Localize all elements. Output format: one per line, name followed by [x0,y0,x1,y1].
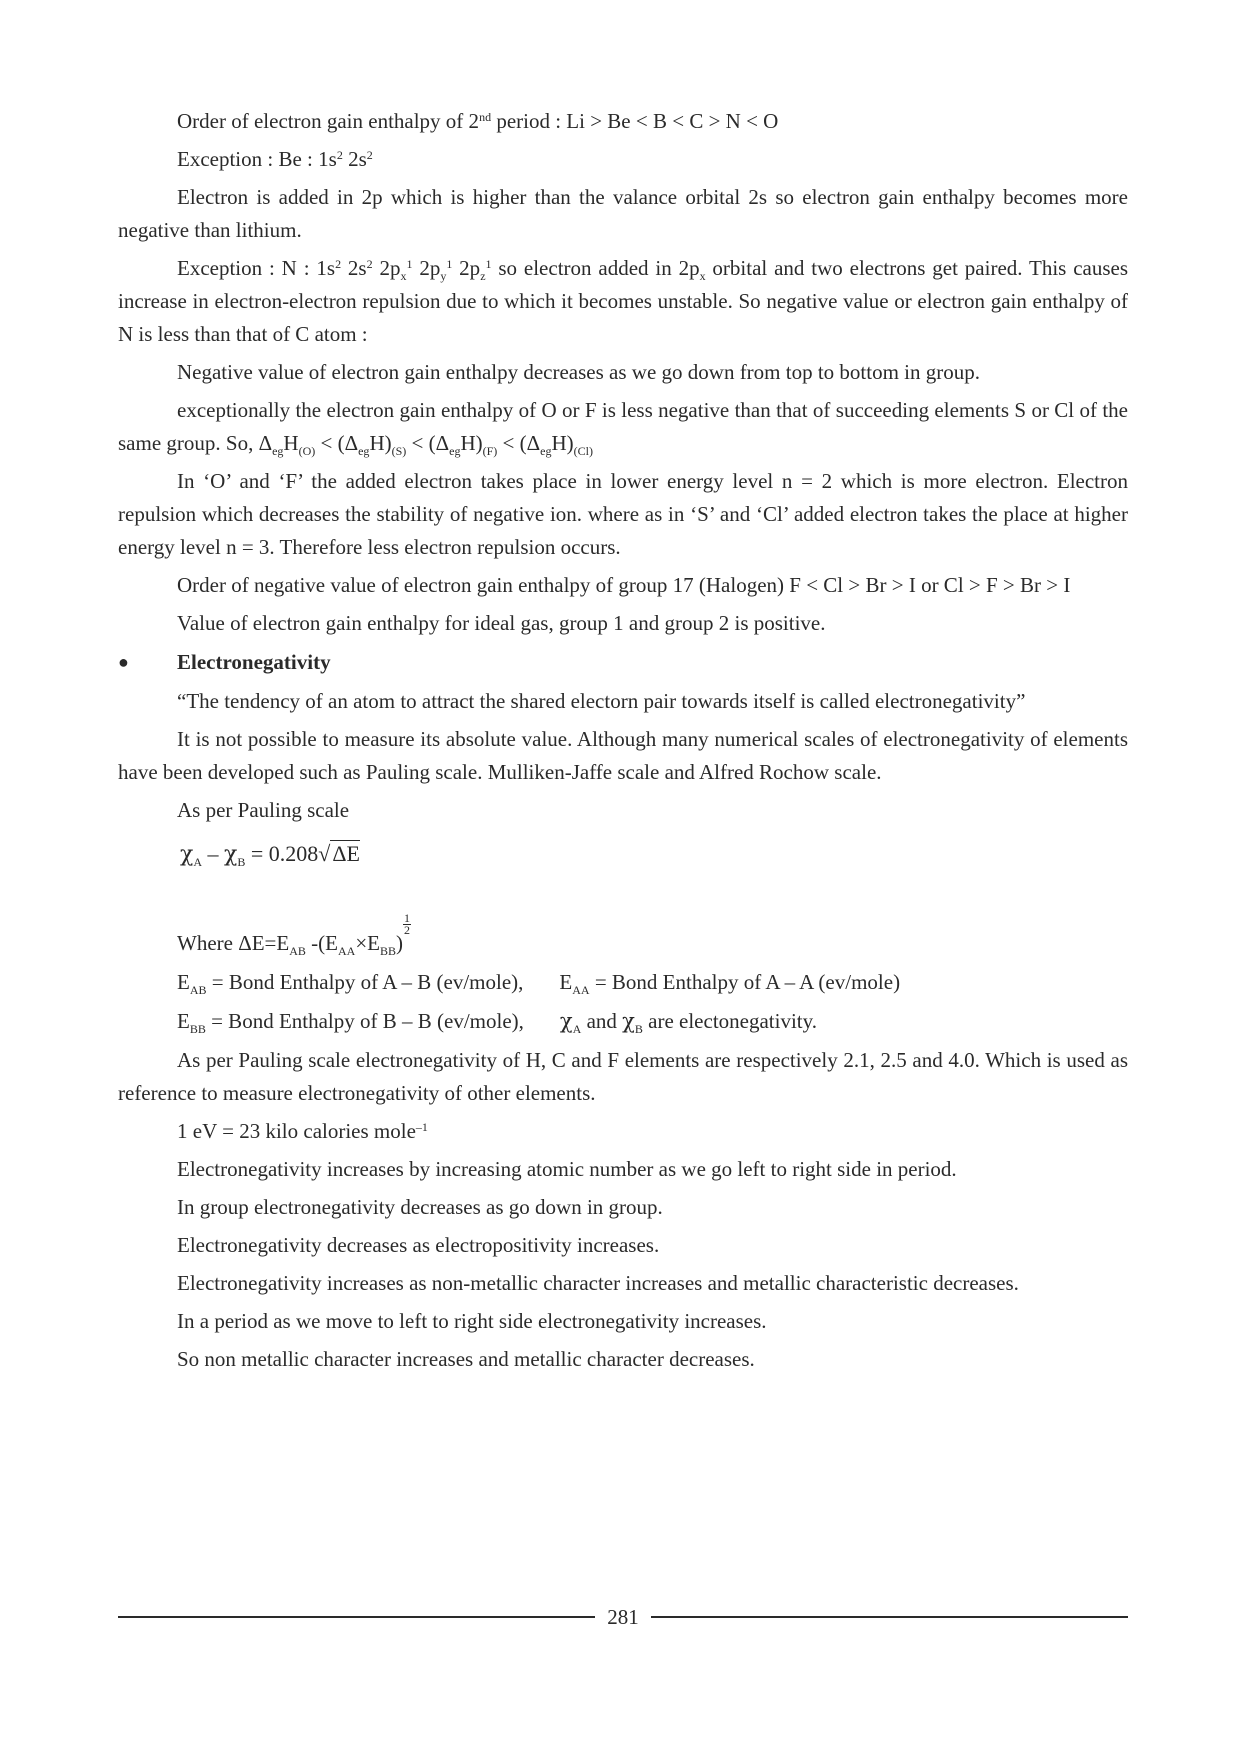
definition-paragraph: “The tendency of an atom to attract the shared electorn pair towards itself is called electronegativity” [177,689,1026,713]
electropositivity-paragraph: Electronegativity decreases as electropositivity increases. [177,1233,660,1257]
electronegativity-heading-row [118,646,1128,679]
o-f-paragraph: In ‘O’ and ‘F’ the added electron takes place in lower energy level n = 2 which is more electron. Electron repulsion which decreases the stability of negative ion. where as in ‘S’ and ‘Cl’ added electron takes the place at higher energy level n = 3. Therefore less electron repulsion occurs. [118,469,1128,559]
so-nonmetallic-paragraph: So non metallic character increases and metallic character decreases. [177,1347,755,1371]
definition-eab-eaa: $E_{AB}$ = Bond Enthalpy of A – B (ev/mole), $E_{AA}$ = Bond Enthalpy of A – A (ev/mole) [177,970,901,997]
ideal-gas-paragraph: Value of electron gain enthalpy for ideal gas, group 1 and group 2 is positive. [177,611,826,635]
page-number: 281 [607,1604,639,1629]
period-left-right-paragraph: In a period as we move to left to right side electronegativity increases. [177,1309,767,1333]
exceptionally-paragraph: exceptionally the electron gain enthalpy of O or F is less negative than that of succeeding elements S or Cl of the same group. So, $\Delta_{eg}H_{(O)} < (\Delta_{eg}H)_{(S)} < (\Delta_{eg}H)_{(F)} < (\Delta_{eg}H)_{(Cl)}$ [118,398,1128,458]
halogen-order-paragraph: Order of negative value of electron gain enthalpy of group 17 (Halogen) F < Cl > Br > I or Cl > F > Br > I [177,573,1071,597]
electron-2p-paragraph: Electron is added in 2p which is higher than the valance orbital 2s so electron gain enthalpy becomes more negative than lithium. [118,185,1128,242]
sqrt-icon: √ [318,841,331,866]
page-content [118,105,1128,1381]
where-formula: Where $\Delta E=E_{AB}$ $-(E_{AA}\times E_{BB})$ $\frac{1}{2}$ [177,911,411,958]
bullet-icon: ● [118,652,129,672]
group-decrease-paragraph: In group electronegativity decreases as go down in group. [177,1195,663,1219]
negative-value-paragraph: Negative value of electron gain enthalpy decreases as we go down from top to bottom in group. [177,360,981,384]
pauling-values-paragraph: As per Pauling scale electronegativity of H, C and F elements are respectively 2.1, 2.5 and 4.0. Which is used as reference to measure electronegativity of other elements. [118,1048,1128,1105]
as-per-pauling: As per Pauling scale [177,798,350,822]
page-footer [118,1602,1128,1632]
period-increase-paragraph: Electronegativity increases by increasing atomic number as we go left to right side in period. [177,1157,957,1181]
exception-n: Exception : N : $1s^2$ $2s^2$ $2p_x^1$ $2p_y^1$ $2p_z^1$ so electron added in $2p_x$ orbital and two electrons get paired. This causes increase in electron-electron repulsion due to which it becomes unstable. So negative value or electron gain enthalpy of N is less than that of C atom : [118,256,1128,346]
section-heading: Electronegativity [177,650,331,674]
nonmetallic-paragraph: Electronegativity increases as non-metallic character increases and metallic characteristic decreases. [177,1271,1019,1295]
scales-paragraph: It is not possible to measure its absolute value. Although many numerical scales of electronegativity of elements have been developed such as Pauling scale. Mulliken-Jaffe scale and Alfred Rochow scale. [118,727,1128,784]
exception-be: Exception : Be : $1s^2$ $2s^2$ [177,147,373,171]
pauling-formula: $\chi_A - \chi_B = 0.208√\Delta E$ [180,841,360,869]
footer-rule-left [118,1616,595,1618]
footer-rule-right [651,1616,1128,1618]
half-exponent: $\frac{1}{2}$ [404,911,411,937]
definition-ebb-chi: $E_{BB}$ = Bond Enthalpy of B – B (ev/mole), $\chi_A$ and $\chi_B$ are electonegativity. [177,1009,818,1036]
order-2nd-period: Order of electron gain enthalpy of 2nd period : Li > Be < B < C > N < O [177,109,779,133]
ev-conversion: 1 eV = 23 kilo calories mole$^{-1}$ [177,1119,428,1143]
